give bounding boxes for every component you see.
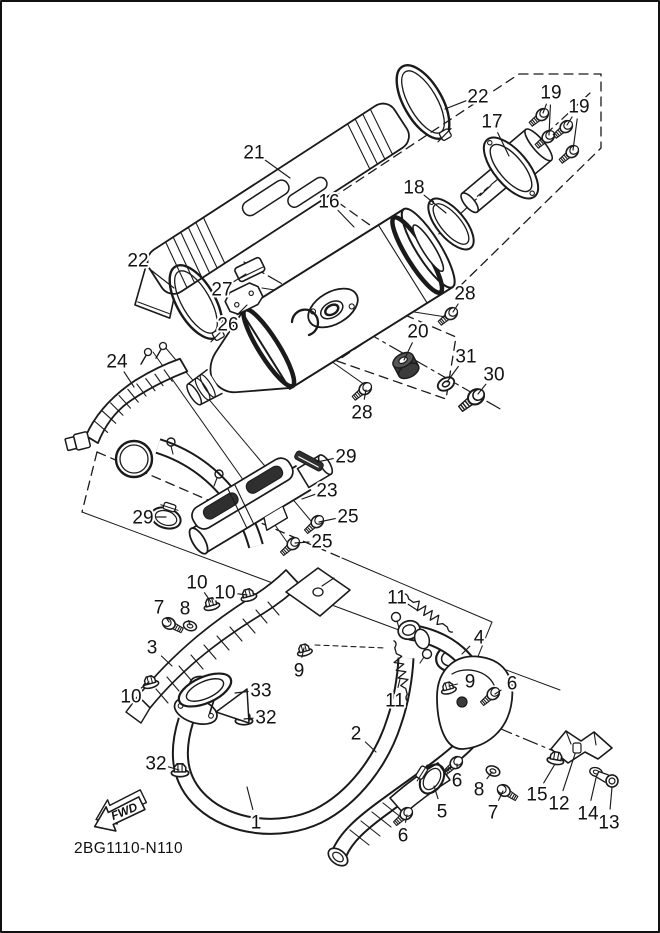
callout-3-25 [147,638,172,666]
callout-number-33: 33 [250,680,272,702]
callout-number-22: 22 [467,86,489,108]
callout-number-6: 6 [397,825,409,847]
callout-13-46 [598,787,619,834]
callout-8-24 [180,599,191,625]
callout-number-28: 28 [454,283,476,305]
callout-number-9: 9 [464,671,476,693]
callout-number-2: 2 [350,723,362,745]
callout-22-0 [445,87,489,109]
washer-8-rear [485,764,501,778]
callout-number-10: 10 [214,582,236,604]
callout-25-18 [319,507,359,528]
nut-9-front [296,643,313,658]
callout-number-32: 32 [255,707,277,729]
stud-a [138,347,153,366]
callout-number-4: 4 [473,627,485,649]
leader-line-13 [610,787,612,809]
callout-number-27: 27 [211,279,233,301]
callout-24-15 [106,352,134,387]
bolt-30 [456,386,487,415]
callout-number-17: 17 [481,111,503,133]
callout-16-5 [318,192,354,227]
stud-b [153,341,168,360]
callout-number-10: 10 [186,572,208,594]
callout-number-29: 29 [132,507,154,529]
callout-number-5: 5 [436,801,448,823]
callout-7-40 [488,791,503,824]
callout-number-25: 25 [337,506,359,528]
callout-number-11: 11 [387,587,407,609]
callout-number-14: 14 [577,803,599,825]
callout-number-31: 31 [455,346,477,368]
callout-number-6: 6 [451,770,463,792]
washer-31 [435,375,456,394]
callout-number-1: 1 [250,812,262,834]
part-code: 2BG1110-N110 [74,840,184,857]
callout-number-32: 32 [145,753,167,775]
callout-30-13 [478,365,505,394]
callout-number-19: 19 [568,96,590,118]
callout-number-10: 10 [120,686,142,708]
callout-number-6: 6 [506,673,518,695]
callout-number-9: 9 [293,660,305,682]
callout-4-35 [462,628,485,654]
callout-18-6 [403,178,446,213]
fwd-label: FWD [108,799,140,824]
callout-number-8: 8 [179,598,191,620]
bolt-25-b [278,535,302,558]
bolt-13 [595,769,620,789]
damper-20 [390,349,421,381]
callout-number-15: 15 [526,784,548,806]
callout-number-21: 21 [243,142,265,164]
callout-number-26: 26 [217,314,239,336]
callout-number-8: 8 [473,779,485,801]
callout-10-21 [186,573,211,602]
bolt-19-a [527,106,551,129]
callout-number-20: 20 [407,321,429,343]
callout-14-45 [577,778,599,825]
callout-number-16: 16 [318,191,340,213]
callout-7-23 [154,598,169,622]
washer-8-front [182,620,197,632]
callout-number-13: 13 [598,812,620,834]
callout-25-19 [295,532,333,553]
callout-number-12: 12 [548,793,570,815]
pipe2-hook-b [420,650,432,664]
front-pipe-assembly [126,568,620,869]
callout-number-22: 22 [127,250,149,272]
callout-number-23: 23 [316,480,338,502]
bolt-19-d [557,143,581,166]
callout-11-32 [387,588,417,610]
callout-number-28: 28 [351,402,373,424]
bracket-12-group [547,731,620,789]
callout-number-7: 7 [487,802,499,824]
leader-line-23 [302,494,315,499]
bolt-19-c [551,118,575,141]
callout-number-24: 24 [106,351,128,373]
leader-line-1 [247,787,253,809]
bolt-28-front [350,380,374,403]
callout-5-41 [434,786,447,823]
leader-line-15 [544,764,555,783]
leader-line-14 [591,778,596,800]
callout-8-39 [474,772,492,801]
callout-21-4 [243,143,290,178]
callout-28-10 [453,284,476,312]
callout-number-3: 3 [146,637,158,659]
leader-line-32 [244,718,253,719]
leader-line-11 [408,604,417,610]
leader-line-16 [338,210,354,227]
callout-2-34 [351,724,376,752]
fwd-arrow [87,787,152,838]
callout-number-18: 18 [403,177,425,199]
callout-number-19: 19 [540,82,562,104]
dashed-edge-left [82,452,97,512]
dashed-leader-9 [315,645,386,648]
callout-number-30: 30 [483,364,505,386]
leader-line-22 [445,101,466,109]
callout-number-25: 25 [311,531,333,553]
callout-number-7: 7 [153,597,165,619]
callout-number-11: 11 [385,690,405,712]
clamp-29 [149,499,185,532]
callout-number-29: 29 [335,446,357,468]
